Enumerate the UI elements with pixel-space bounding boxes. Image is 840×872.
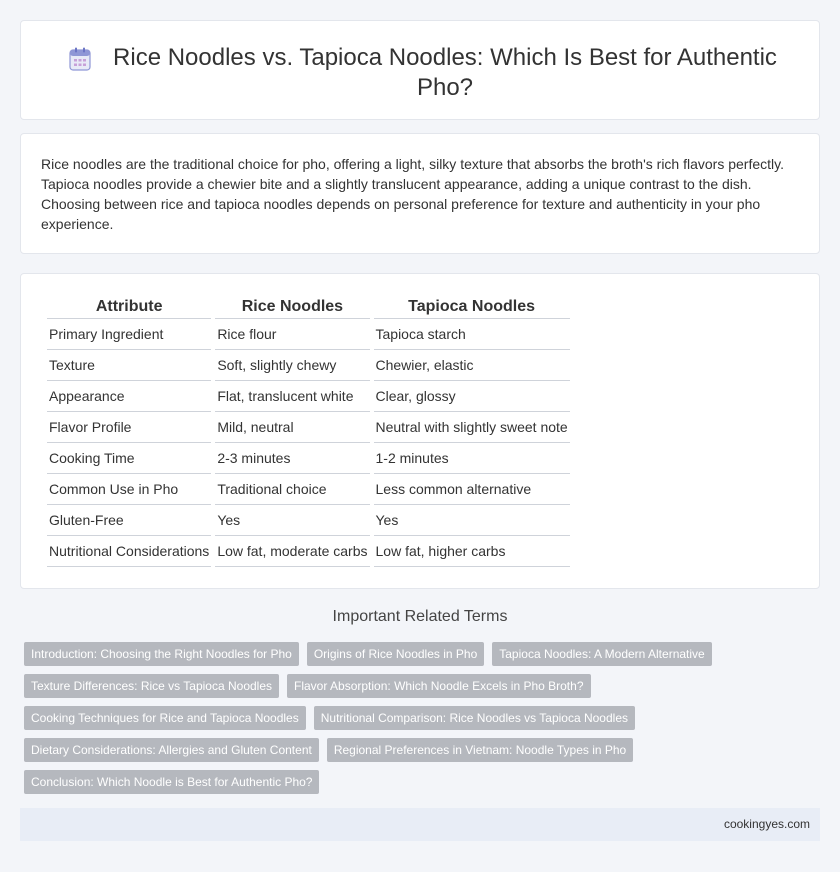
related-term-tag[interactable]: Origins of Rice Noodles in Pho [307, 642, 484, 666]
related-term-tag[interactable]: Dietary Considerations: Allergies and Gluten Content [24, 738, 319, 762]
tapioca-cell: Chewier, elastic [374, 350, 570, 381]
table-row [47, 474, 570, 505]
related-terms-title: Important Related Terms [332, 608, 508, 625]
rice-cell: Yes [215, 505, 369, 536]
table-header-row [47, 296, 570, 319]
related-term-tag[interactable]: Cooking Techniques for Rice and Tapioca Noodles [24, 706, 306, 730]
attribute-cell: Appearance [47, 381, 211, 412]
attribute-cell: Nutritional Considerations [47, 536, 211, 567]
header-rice-noodles: Rice Noodles [215, 296, 369, 319]
rice-cell: Mild, neutral [215, 412, 369, 443]
rice-cell: Soft, slightly chewy [215, 350, 369, 381]
calendar-icon [69, 47, 91, 71]
rice-cell: Rice flour [215, 319, 369, 350]
rice-cell: Low fat, moderate carbs [215, 536, 369, 567]
page-title: Rice Noodles vs. Tapioca Noodles: Which Is Best for Authentic Pho? [113, 44, 777, 101]
related-terms-list [24, 642, 724, 794]
attribute-cell: Common Use in Pho [47, 474, 211, 505]
attribute-cell: Flavor Profile [47, 412, 211, 443]
table-row [47, 319, 570, 350]
related-term-tag[interactable]: Nutritional Comparison: Rice Noodles vs Tapioca Noodles [314, 706, 635, 730]
tapioca-cell: 1-2 minutes [374, 443, 570, 474]
tapioca-cell: Tapioca starch [374, 319, 570, 350]
table-row [47, 350, 570, 381]
tapioca-cell: Clear, glossy [374, 381, 570, 412]
table-row [47, 536, 570, 567]
table-row [47, 412, 570, 443]
tapioca-cell: Less common alternative [374, 474, 570, 505]
header-attribute: Attribute [47, 296, 211, 319]
attribute-cell: Gluten-Free [47, 505, 211, 536]
attribute-cell: Primary Ingredient [47, 319, 211, 350]
related-term-tag[interactable]: Introduction: Choosing the Right Noodles for Pho [24, 642, 299, 666]
rice-cell: Traditional choice [215, 474, 369, 505]
comparison-table [43, 296, 574, 567]
rice-cell: Flat, translucent white [215, 381, 369, 412]
header-tapioca-noodles: Tapioca Noodles [374, 296, 570, 319]
footer [20, 808, 820, 841]
footer-site-link[interactable]: cookingyes.com [723, 817, 810, 831]
rice-cell: 2-3 minutes [215, 443, 369, 474]
attribute-cell: Cooking Time [47, 443, 211, 474]
related-term-tag[interactable]: Conclusion: Which Noodle is Best for Authentic Pho? [24, 770, 319, 794]
tapioca-cell: Low fat, higher carbs [374, 536, 570, 567]
tapioca-cell: Neutral with slightly sweet note [374, 412, 570, 443]
table-row [47, 381, 570, 412]
table-card [20, 273, 820, 589]
related-term-tag[interactable]: Regional Preferences in Vietnam: Noodle Types in Pho [327, 738, 633, 762]
intro-paragraph: Rice noodles are the traditional choice for pho, offering a light, silky texture that absorbs the broth's rich flavors perfectly. Tapioca noodles provide a chewier bite and a slightly translucent appearance, adding a unique contrast to the dish. Choosing between rice and tapioca noodles depends on personal preference for texture and authenticity in your pho experience. [41, 156, 784, 232]
intro-card [20, 133, 820, 254]
title-card [20, 20, 820, 120]
tapioca-cell: Yes [374, 505, 570, 536]
related-term-tag[interactable]: Texture Differences: Rice vs Tapioca Noodles [24, 674, 279, 698]
table-row [47, 443, 570, 474]
related-term-tag[interactable]: Flavor Absorption: Which Noodle Excels in Pho Broth? [287, 674, 590, 698]
related-term-tag[interactable]: Tapioca Noodles: A Modern Alternative [492, 642, 711, 666]
table-row [47, 505, 570, 536]
attribute-cell: Texture [47, 350, 211, 381]
